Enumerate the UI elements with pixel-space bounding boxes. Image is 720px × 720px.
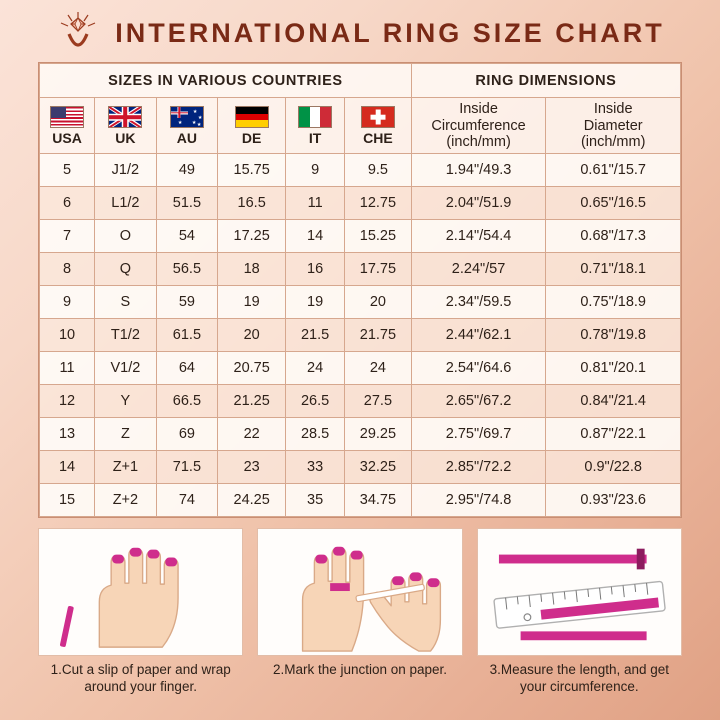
usa-flag-icon	[50, 106, 84, 128]
cell-de: 17.25	[218, 220, 286, 253]
ruler-measuring-paper-illustration	[477, 528, 682, 656]
cell-it: 28.5	[286, 418, 345, 451]
cell-it: 33	[286, 451, 345, 484]
cell-au: 74	[156, 484, 218, 517]
group-header-dimensions: RING DIMENSIONS	[411, 64, 680, 98]
instruction-caption: 2.Mark the junction on paper.	[272, 662, 448, 677]
cell-diameter: 0.9"/22.8	[546, 451, 681, 484]
cell-circumference: 2.04"/51.9	[411, 187, 546, 220]
table-row	[40, 418, 681, 451]
cell-diameter: 0.81"/20.1	[546, 352, 681, 385]
instruction-caption: 1.Cut a slip of paper and wrap around your finger.	[50, 662, 231, 694]
cell-de: 21.25	[218, 385, 286, 418]
cell-che: 20	[345, 286, 412, 319]
page-header	[0, 0, 720, 60]
au-flag-icon: ★ ★ ★ ★ ★	[170, 106, 204, 128]
cell-it: 26.5	[286, 385, 345, 418]
cell-che: 15.25	[345, 220, 412, 253]
table-row	[40, 253, 681, 286]
de-flag-icon	[235, 106, 269, 128]
table-row	[40, 451, 681, 484]
cell-uk: L1/2	[95, 187, 157, 220]
cell-diameter: 0.71"/18.1	[546, 253, 681, 286]
hand-with-paper-strip-illustration	[38, 528, 243, 656]
column-header-au: ★ ★ ★ ★ ★ AU	[156, 98, 218, 154]
cell-diameter: 0.75"/18.9	[546, 286, 681, 319]
uk-flag-icon	[108, 106, 142, 128]
cell-it: 35	[286, 484, 345, 517]
cell-uk: Z+2	[95, 484, 157, 517]
table-row	[40, 319, 681, 352]
it-flag-icon	[298, 106, 332, 128]
table-row	[40, 352, 681, 385]
cell-usa: 14	[40, 451, 95, 484]
cell-usa: 5	[40, 154, 95, 187]
cell-uk: S	[95, 286, 157, 319]
table-row	[40, 286, 681, 319]
cell-uk: Q	[95, 253, 157, 286]
cell-au: 61.5	[156, 319, 218, 352]
column-header-inside-circumference: Inside Circumference (inch/mm)	[411, 98, 546, 154]
cell-circumference: 2.95"/74.8	[411, 484, 546, 517]
ring-size-table-container	[38, 62, 682, 518]
cell-diameter: 0.61"/15.7	[546, 154, 681, 187]
cell-che: 24	[345, 352, 412, 385]
cell-de: 18	[218, 253, 286, 286]
cell-usa: 11	[40, 352, 95, 385]
cell-diameter: 0.78"/19.8	[546, 319, 681, 352]
cell-au: 51.5	[156, 187, 218, 220]
cell-au: 64	[156, 352, 218, 385]
column-header-it: IT	[286, 98, 345, 154]
cell-au: 54	[156, 220, 218, 253]
cell-it: 14	[286, 220, 345, 253]
cell-circumference: 2.34"/59.5	[411, 286, 546, 319]
cell-uk: Z+1	[95, 451, 157, 484]
table-row	[40, 187, 681, 220]
cell-usa: 13	[40, 418, 95, 451]
cell-diameter: 0.87"/22.1	[546, 418, 681, 451]
cell-uk: Y	[95, 385, 157, 418]
cell-circumference: 2.85"/72.2	[411, 451, 546, 484]
cell-au: 59	[156, 286, 218, 319]
column-header-uk: UK	[95, 98, 157, 154]
cell-diameter: 0.93"/23.6	[546, 484, 681, 517]
column-header-inside-diameter: Inside Diameter (inch/mm)	[546, 98, 681, 154]
cell-che: 32.25	[345, 451, 412, 484]
cell-uk: V1/2	[95, 352, 157, 385]
cell-circumference: 2.14"/54.4	[411, 220, 546, 253]
table-row	[40, 385, 681, 418]
cell-che: 12.75	[345, 187, 412, 220]
cell-usa: 15	[40, 484, 95, 517]
cell-uk: T1/2	[95, 319, 157, 352]
cell-it: 21.5	[286, 319, 345, 352]
cell-de: 23	[218, 451, 286, 484]
cell-usa: 9	[40, 286, 95, 319]
cell-it: 9	[286, 154, 345, 187]
cell-circumference: 2.75"/69.7	[411, 418, 546, 451]
che-flag-icon	[361, 106, 395, 128]
cell-diameter: 0.65"/16.5	[546, 187, 681, 220]
instruction-caption: 3.Measure the length, and get your circumference.	[489, 662, 670, 694]
cell-usa: 10	[40, 319, 95, 352]
cell-au: 69	[156, 418, 218, 451]
instruction-step-1	[38, 528, 243, 696]
ring-size-table	[39, 63, 681, 517]
cell-it: 19	[286, 286, 345, 319]
instructions-section	[38, 528, 682, 696]
cell-au: 56.5	[156, 253, 218, 286]
cell-circumference: 2.24"/57	[411, 253, 546, 286]
instruction-step-2	[257, 528, 462, 696]
cell-circumference: 2.54"/64.6	[411, 352, 546, 385]
cell-de: 19	[218, 286, 286, 319]
page-title: INTERNATIONAL RING SIZE CHART	[115, 17, 665, 48]
cell-de: 20	[218, 319, 286, 352]
cell-usa: 8	[40, 253, 95, 286]
cell-che: 17.75	[345, 253, 412, 286]
cell-che: 9.5	[345, 154, 412, 187]
cell-de: 15.75	[218, 154, 286, 187]
cell-it: 16	[286, 253, 345, 286]
cell-de: 22	[218, 418, 286, 451]
cell-it: 24	[286, 352, 345, 385]
cell-uk: Z	[95, 418, 157, 451]
column-header-che: CHE	[345, 98, 412, 154]
cell-usa: 12	[40, 385, 95, 418]
cell-circumference: 2.44"/62.1	[411, 319, 546, 352]
cell-usa: 7	[40, 220, 95, 253]
cell-uk: O	[95, 220, 157, 253]
cell-diameter: 0.68"/17.3	[546, 220, 681, 253]
cell-de: 16.5	[218, 187, 286, 220]
cell-au: 66.5	[156, 385, 218, 418]
cell-it: 11	[286, 187, 345, 220]
table-row	[40, 154, 681, 187]
cell-che: 27.5	[345, 385, 412, 418]
cell-circumference: 1.94"/49.3	[411, 154, 546, 187]
column-header-usa: USA	[40, 98, 95, 154]
cell-usa: 6	[40, 187, 95, 220]
cell-che: 29.25	[345, 418, 412, 451]
cell-che: 21.75	[345, 319, 412, 352]
cell-au: 49	[156, 154, 218, 187]
table-row	[40, 484, 681, 517]
group-header-sizes: SIZES IN VARIOUS COUNTRIES	[40, 64, 412, 98]
table-row	[40, 220, 681, 253]
hands-marking-paper-illustration	[257, 528, 462, 656]
cell-che: 34.75	[345, 484, 412, 517]
cell-de: 24.25	[218, 484, 286, 517]
cell-diameter: 0.84"/21.4	[546, 385, 681, 418]
cell-uk: J1/2	[95, 154, 157, 187]
instruction-step-3	[477, 528, 682, 696]
cell-de: 20.75	[218, 352, 286, 385]
cell-au: 71.5	[156, 451, 218, 484]
ring-logo-icon	[55, 10, 101, 56]
column-header-de: DE	[218, 98, 286, 154]
cell-circumference: 2.65"/67.2	[411, 385, 546, 418]
